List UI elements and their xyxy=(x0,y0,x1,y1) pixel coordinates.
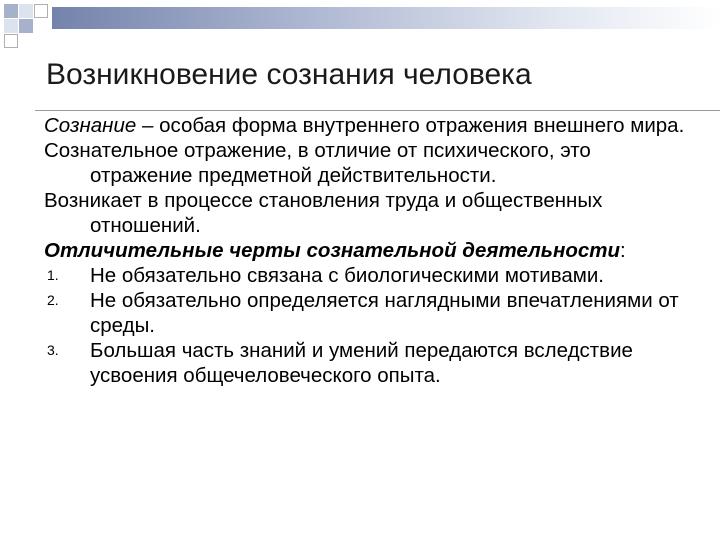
list-item-text: Не обязательно определяется наглядными впечатлениями от среды. xyxy=(90,289,679,337)
decor-square xyxy=(34,4,48,18)
reflection-paragraph: Сознательное отражение, в отличие от психического, это отражение предметной действительности. xyxy=(44,139,591,187)
list-item-text: Не обязательно связана с биологическими мотивами. xyxy=(90,264,605,287)
features-heading xyxy=(44,238,694,263)
list-item xyxy=(44,338,694,388)
corner-decoration xyxy=(0,0,60,50)
slide-body xyxy=(44,113,694,388)
definition-paragraph xyxy=(44,113,694,138)
origin-paragraph: Возникает в процессе становления труда и общественных отношений. xyxy=(44,189,603,237)
list-item-text: Большая часть знаний и умений передаются вследствие усвоения общечеловеческого опыта. xyxy=(90,339,633,387)
header-gradient-bar xyxy=(52,7,720,29)
decor-square xyxy=(4,4,18,18)
list-number: 3. xyxy=(47,342,59,358)
list-number: 2. xyxy=(47,292,59,308)
features-heading-text: Отличительные черты сознательной деятельности xyxy=(44,239,621,262)
slide-title: Возникновение сознания человека xyxy=(46,58,532,91)
features-heading-colon: : xyxy=(620,239,626,262)
definition-term: Сознание xyxy=(44,114,137,137)
decor-square xyxy=(4,19,18,33)
decor-square xyxy=(19,19,33,33)
list-item xyxy=(44,288,694,338)
title-divider xyxy=(35,110,720,111)
decor-square xyxy=(19,4,33,18)
list-number: 1. xyxy=(47,267,59,283)
list-item xyxy=(44,263,694,288)
decor-square xyxy=(4,34,18,48)
definition-text: – особая форма внутреннего отражения внешнего мира. xyxy=(136,114,685,137)
